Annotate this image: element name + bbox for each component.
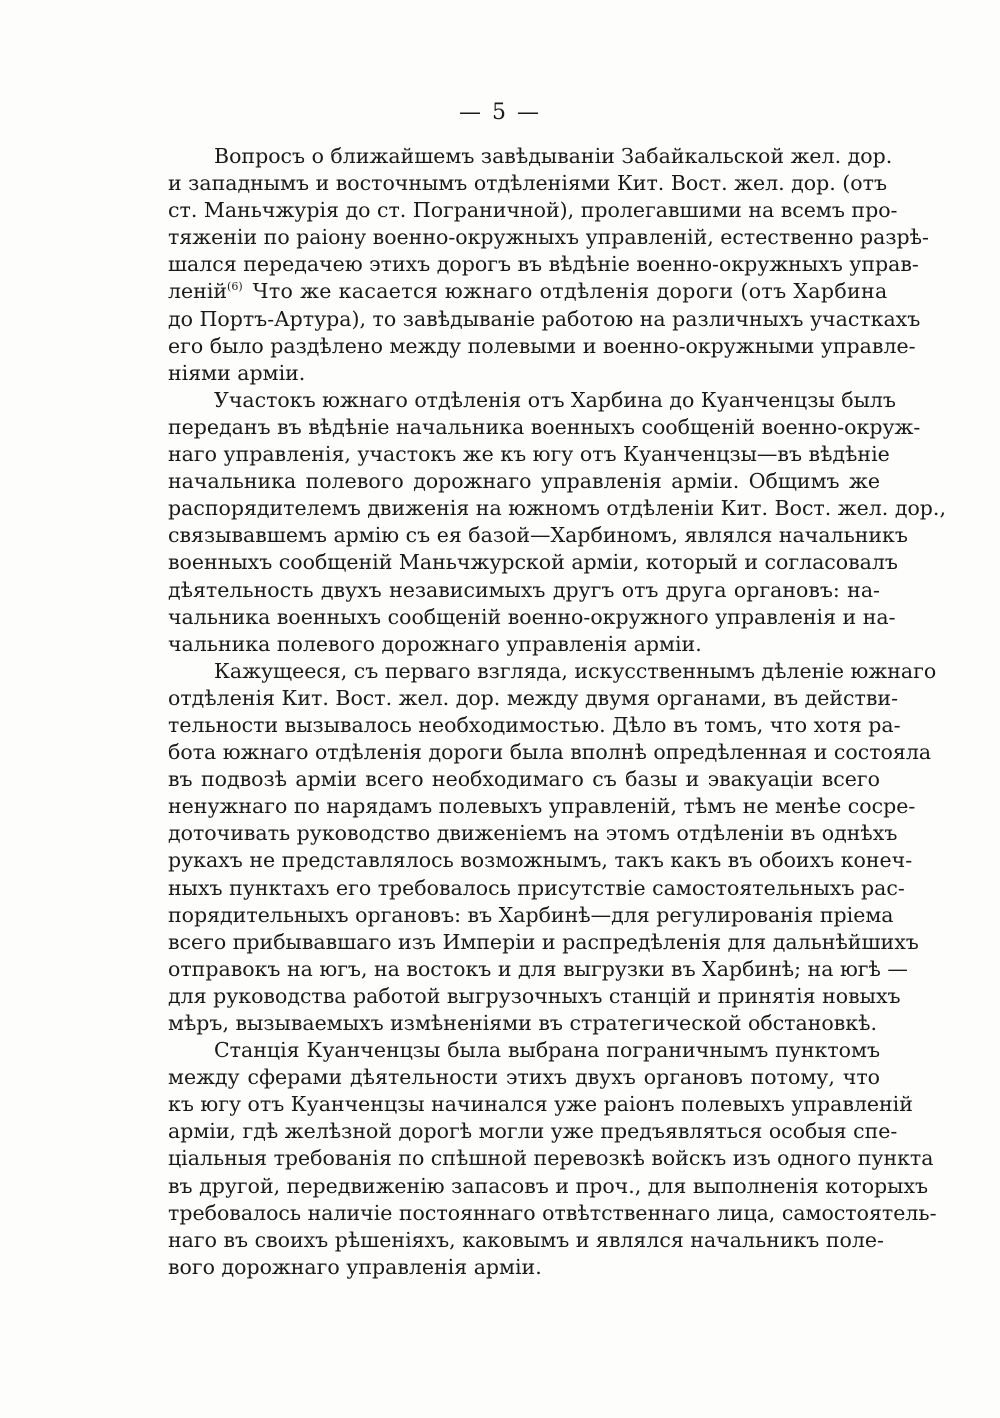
paragraph	[168, 387, 946, 658]
text-line: тельности вызывалось необходимостью. Дѣло въ томъ, что хотя ра-	[168, 712, 901, 737]
text-line: начальника полевого дорожнаго управленія арміи. Общимъ же	[168, 469, 880, 494]
text-line: мѣръ, вызываемыхъ измѣненіями въ стратегической обстановкѣ.	[168, 1011, 877, 1035]
text-line: шался передачею этихъ дорогъ въ вѣдѣніе военно-окружныхъ управ-	[168, 252, 919, 277]
body-text	[168, 143, 946, 1281]
text-line: всего прибывавшаго изъ Имперіи и распредѣленія для дальнѣйшихъ	[168, 929, 919, 954]
text-line: между сферами дѣятельности этихъ двухъ органовъ потому, что	[168, 1065, 880, 1090]
text-line: наго въ своихъ рѣшеніяхъ, каковымъ и являлся начальникъ поле-	[168, 1227, 884, 1252]
text-line: дѣятельность двухъ независимыхъ другъ отъ друга органовъ: на-	[168, 577, 880, 602]
text-line: ненужнаго по нарядамъ полевыхъ управленій, тѣмъ не менѣе сосре-	[168, 794, 916, 819]
text-line: рукахъ не представлялось возможнымъ, такъ какъ въ обоихъ конеч-	[168, 848, 913, 873]
text-line: и западнымъ и восточнымъ отдѣленіями Кит. Вост. жел. дор. (отъ	[168, 171, 887, 196]
text-line: отправокъ на югъ, на востокъ и для выгрузки въ Харбинѣ; на югѣ —	[168, 956, 908, 981]
text-line: тяженіи по раіону военно-окружныхъ управленій, естественно разрѣ-	[168, 225, 929, 250]
text-line: Вопросъ о ближайшемъ завѣдываніи Забайкальской жел. дор.	[214, 144, 893, 168]
text-fragment: леній	[168, 279, 228, 304]
text-line-with-footnote	[168, 278, 888, 305]
text-line: въ другой, передвиженію запасовъ и проч., для выполненія которыхъ	[168, 1173, 929, 1198]
footnote-reference: (6)	[227, 280, 243, 294]
text-line: ціальныя требованія по спѣшной перевозкѣ войскъ изъ одного пункта	[168, 1146, 934, 1171]
text-line: до Портъ-Артура), то завѣдываніе работою на различныхъ участкахъ	[168, 306, 921, 331]
text-line: требовалось наличіе постояннаго отвѣтственнаго лица, самостоятель-	[168, 1200, 937, 1225]
text-line: наго управленія, участокъ же къ югу отъ Куанченцзы—въ вѣдѣніе	[168, 442, 890, 467]
text-line: чальника полевого дорожнаго управленія арміи.	[168, 631, 702, 656]
paragraph	[168, 658, 937, 1037]
paragraph	[168, 143, 929, 387]
text-line: распорядителемъ движенія на южномъ отдѣленіи Кит. Вост. жел. дор.,	[168, 496, 946, 521]
text-line: въ подвозѣ арміи всего необходимаго съ базы и эвакуаціи всего	[168, 767, 880, 792]
text-line: военныхъ сообщеній Маньчжурской арміи, который и согласовалъ	[168, 550, 898, 575]
text-fragment: Что же касается южнаго отдѣленія дороги (отъ Харбина	[252, 279, 888, 304]
paragraph	[168, 1037, 937, 1281]
text-line: Станція Куанченцзы была выбрана пограничнымъ пунктомъ	[214, 1038, 880, 1063]
text-line: ныхъ пунктахъ его требовалось присутствіе самостоятельныхъ рас-	[168, 875, 905, 900]
text-line: переданъ въ вѣдѣніе начальника военныхъ сообщеній военно-окруж-	[168, 414, 921, 439]
text-line: для руководства работой выгрузочныхъ станцій и принятія новыхъ	[168, 983, 901, 1008]
text-line: ніями арміи.	[168, 360, 306, 385]
text-line: отдѣленія Кит. Вост. жел. дор. между двумя органами, въ действи-	[168, 685, 899, 710]
text-line: доточивать руководство движеніемъ на этомъ отдѣленіи въ однѣхъ	[168, 821, 898, 846]
text-line: ст. Маньчжурія до ст. Пограничной), пролегавшими на всемъ про-	[168, 198, 898, 223]
page-number: — 5 —	[459, 100, 541, 125]
text-line: чальника военныхъ сообщеній военно-окружного управленія и на-	[168, 604, 896, 629]
text-line: Участокъ южнаго отдѣленія отъ Харбина до Куанченцзы былъ	[214, 387, 896, 412]
text-line: вого дорожнаго управленія арміи.	[168, 1254, 542, 1279]
text-line: его было раздѣлено между полевыми и военно-окружными управле-	[168, 333, 916, 358]
text-line: бота южнаго отдѣленія дороги была вполнѣ опредѣленная и состояла	[168, 740, 932, 765]
text-line: порядительныхъ органовъ: въ Харбинѣ—для регулированія пріема	[168, 902, 894, 927]
text-line: къ югу отъ Куанченцзы начинался уже раіонъ полевыхъ управленій	[168, 1092, 913, 1117]
text-line: связывавшемъ армію съ ея базой—Харбиномъ, являлся начальникъ	[168, 523, 908, 548]
text-line: арміи, гдѣ желѣзной дорогѣ могли уже предъявляться особыя спе-	[168, 1119, 898, 1144]
text-line: Кажущееся, съ перваго взгляда, искусственнымъ дѣленіе южнаго	[214, 658, 937, 683]
